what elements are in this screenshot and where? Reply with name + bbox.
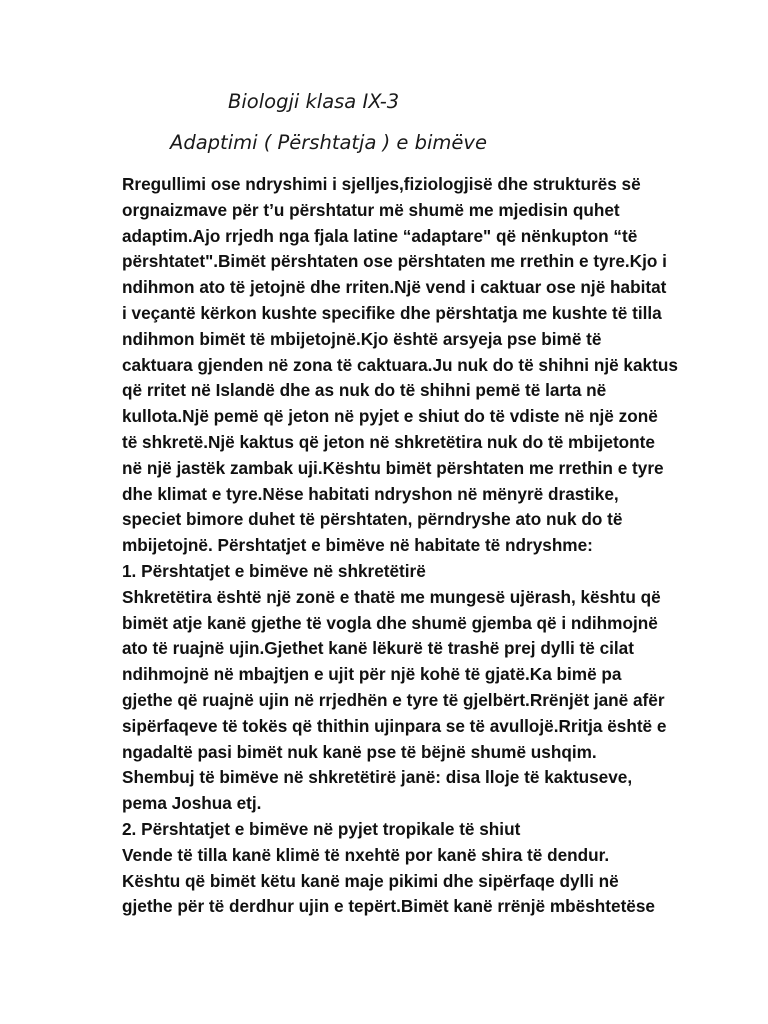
text-line: ato të ruajnë ujin.Gjethet kanë lëkurë të trashë prej dylli të cilat [122,638,634,659]
text-line: gjethe që ruajnë ujin në rrjedhën e tyre të gjelbërt.Rrënjët janë afër [122,689,665,710]
text-line: bimët atje kanë gjethe të vogla dhe shumë gjemba që i ndihmojnë [122,612,658,633]
section-heading: 2. Përshtatjet e bimëve në pyjet tropikale të shiut [122,818,521,839]
text-line: ngadaltë pasi bimët nuk kanë pse të bëjnë shumë ushqim. [122,741,597,762]
text-line: Vende të tilla kanë klimë të nxehtë por kanë shira të dendur. [122,844,610,865]
text-line: Rregullimi ose ndryshimi i sjelljes,fiziologjisë dhe strukturës së [122,174,641,194]
document-title: Biologji klasa IX-3 [228,90,400,113]
text-line: Kështu që bimët këtu kanë maje pikimi dhe sipërfaqe dylli në [122,870,619,891]
text-line: ndihmon ato të jetojnë dhe rriten.Një vend i caktuar ose një habitat [122,277,667,298]
text-line: të shkretë.Një kaktus që jeton në shkretëtira nuk do të mbijetonte [122,431,655,452]
text-line: kullota.Një pemë që jeton në pyjet e shiut do të vdiste në një zonë [122,406,658,427]
text-line: Shembuj të bimëve në shkretëtirë janë: disa lloje të kaktuseve, [122,767,633,788]
text-line: speciet bimore duhet të përshtaten, përndryshe ato nuk do të [122,509,623,530]
text-line: sipërfaqeve të tokës që thithin ujinpara se të avullojë.Rritja është e [122,715,667,736]
text-line: në një jastëk zambak uji.Kështu bimët përshtaten me rrethin e tyre [122,457,664,478]
text-line: adaptim.Ajo rrjedh nga fjala latine “adaptare" që nënkupton “të [122,225,638,246]
text-line: përshtatet".Bimët përshtaten ose përshtaten me rrethin e tyre.Kjo i [122,251,667,272]
text-line: i veçantë kërkon kushte specifike dhe përshtatja me kushte të tilla [122,302,662,323]
text-line: Shkretëtira është një zonë e thatë me mungesë ujërash, kështu që [122,586,661,607]
text-line: dhe klimat e tyre.Nëse habitati ndryshon në mënyrë drastike, [122,483,619,504]
text-line: mbijetojnë. Përshtatjet e bimëve në habitate të ndryshme: [122,535,593,556]
text-line: orgnaizmave për t’u përshtatur më shumë me mjedisin quhet [122,199,620,220]
text-line: gjethe për të derdhur ujin e tepërt.Bimët kanë rrënjë mbështetëse [122,896,655,917]
section-heading: 1. Përshtatjet e bimëve në shkretëtirë [122,560,426,581]
document-subtitle: Adaptimi ( Përshtatja ) e bimëve [170,131,487,154]
body-text [122,172,678,920]
text-line: që rritet në Islandë dhe as nuk do të shihni pemë të larta në [122,380,607,401]
text-line: ndihmon bimët të mbijetojnë.Kjo është arsyeja pse bimë të [122,328,602,349]
text-line: caktuara gjenden në zona të caktuara.Ju nuk do të shihni një kaktus [122,354,678,375]
text-line: ndihmojnë në mbajtjen e ujit për një kohë të gjatë.Ka bimë pa [122,664,622,685]
text-line: pema Joshua etj. [122,793,262,814]
